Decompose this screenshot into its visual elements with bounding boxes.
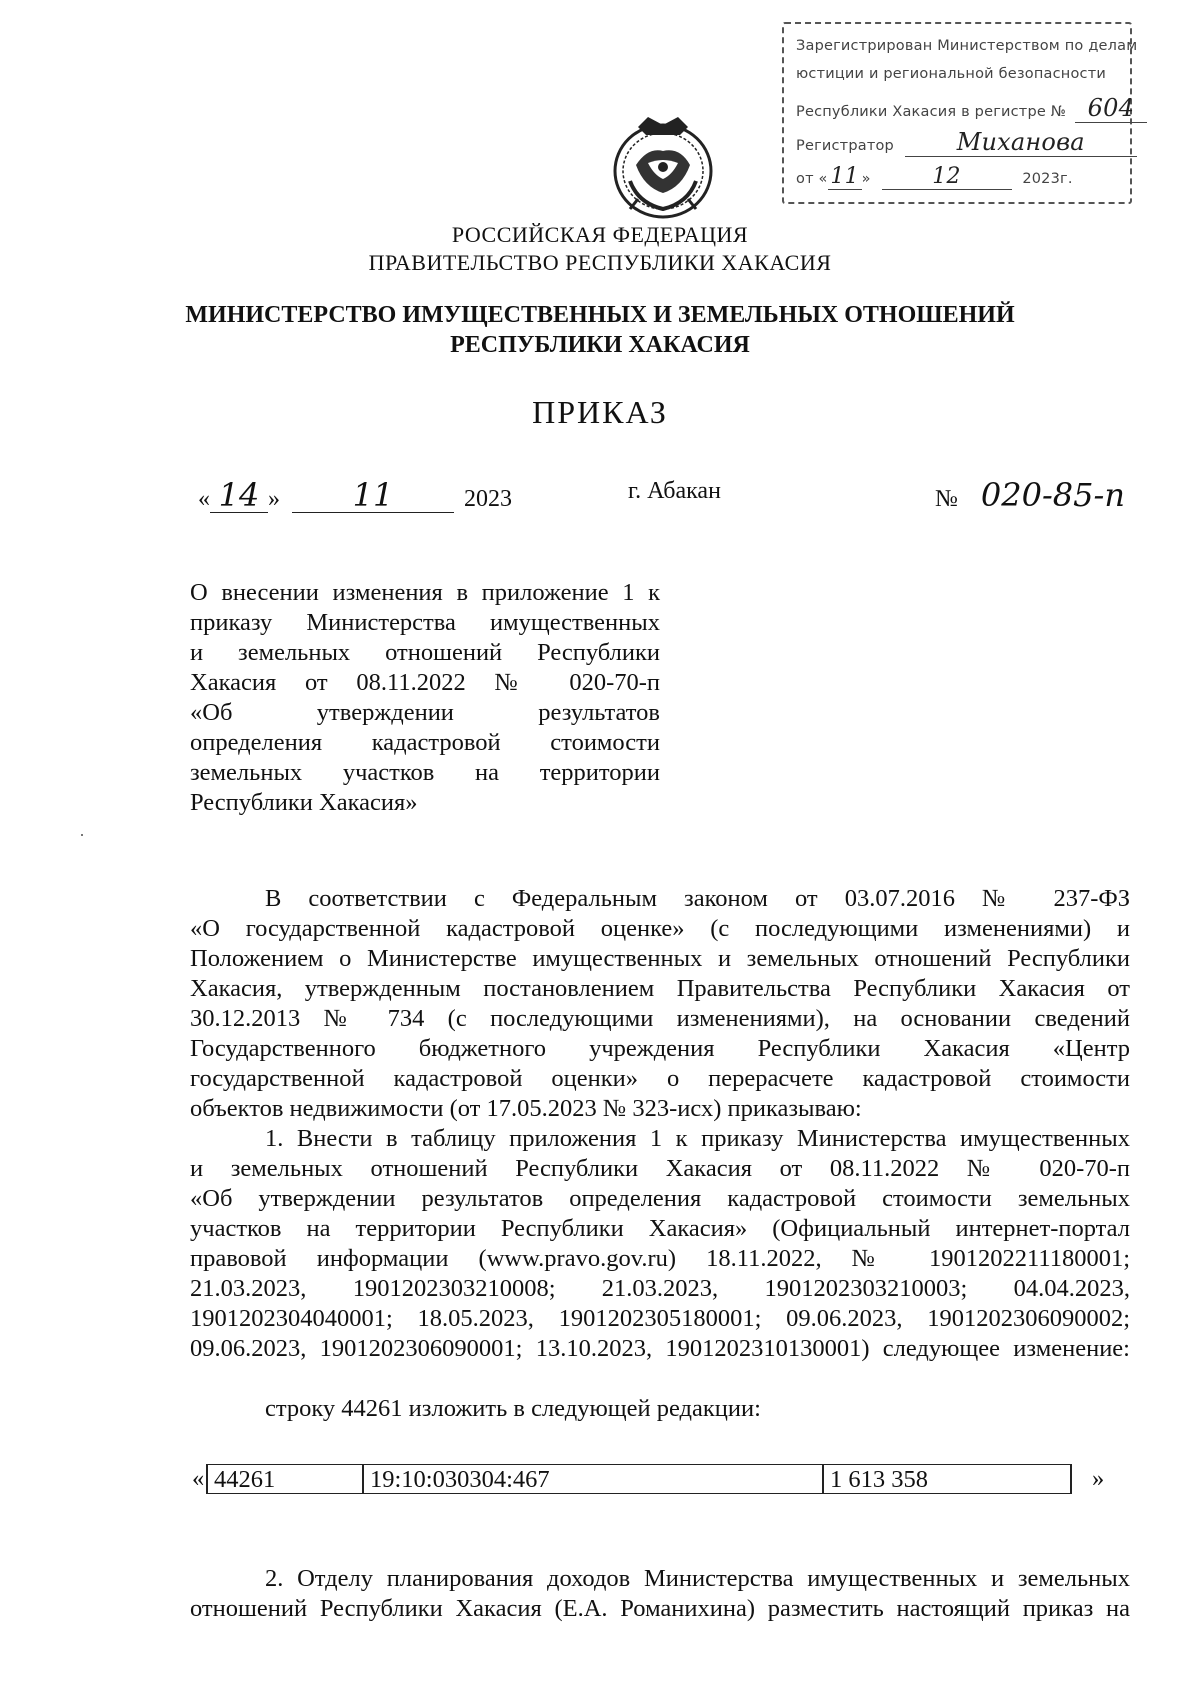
subject-line: определения кадастровой стоимости [190,729,660,756]
item-1-line: и земельных отношений Республики Хакасия от 08.11.2022 № 020-70-п [190,1155,1130,1182]
item-1-line: 09.06.2023, 1901202306090001; 13.10.2023, 1901202310130001) следующее изменение: [190,1335,1130,1362]
preamble-line: Хакасия, утвержденным постановлением Правительства Республики Хакасия от [190,975,1130,1002]
item-2-line: 2. Отделу планирования доходов Министерства имущественных и земельных [265,1565,1130,1592]
document-type-title: ПРИКАЗ [532,394,668,430]
stamp-date-day: 11 [828,164,862,190]
table-row [190,1464,1130,1494]
stamp-reg-number: 604 [1075,94,1147,123]
item-1-line: 21.03.2023, 1901202303210008; 21.03.2023, 1901202303210003; 04.04.2023, [190,1275,1130,1302]
stamp-date-month: 12 [882,164,1012,190]
preamble-line: государственной кадастровой оценки» о перерасчете кадастровой стоимости [190,1065,1130,1092]
subject-line: «Об утверждении результатов [190,699,660,726]
cadastral-number-cell: 19:10:030304:467 [362,1464,824,1494]
stamp-line-2: юстиции и региональной безопасности [796,66,1106,82]
preamble-line: Положением о Министерстве имущественных и земельных отношений Республики [190,945,1130,972]
row-open-quote: « [192,1465,205,1492]
item-1-line: участков на территории Республики Хакасия» (Официальный интернет-портал [190,1215,1130,1242]
preamble-line: В соответствии с Федеральным законом от 03.07.2016 № 237-ФЗ [265,885,1130,912]
stamp-date: от « 11 » 12 2023г. [796,164,1073,189]
item-1-line: правовой информации (www.pravo.gov.ru) 18.11.2022, № 1901202211180001; [190,1245,1130,1272]
order-city: г. Абакан [628,478,721,504]
subject-line: приказу Министерства имущественных [190,609,660,636]
ministry-heading-line-1: МИНИСТЕРСТВО ИМУЩЕСТВЕННЫХ И ЗЕМЕЛЬНЫХ ОТНОШЕНИЙ [185,302,1015,328]
cadastral-value-cell: 1 613 358 [822,1464,1072,1494]
item-1-line: 1. Внести в таблицу приложения 1 к приказу Министерства имущественных [265,1125,1130,1152]
item-1-paragraph [190,1124,1130,1364]
ministry-heading-line-2: РЕСПУБЛИКИ ХАКАСИЯ [450,332,750,358]
preamble-paragraph [190,884,1130,1124]
subject-line: и земельных отношений Республики [190,639,660,666]
order-date-month: 11 [292,478,454,513]
stamp-line-3: Республики Хакасия в регистре № 604 [796,94,1147,123]
order-number-value: 020-85-п [980,476,1125,514]
subject-line: О внесении изменения в приложение 1 к [190,579,660,606]
order-subject [190,578,660,818]
country-heading: РОССИЙСКАЯ ФЕДЕРАЦИЯ [451,222,749,247]
stamp-line-1: Зарегистрирован Министерством по делам [796,38,1138,54]
subject-line: Республики Хакасия» [190,789,418,816]
item-1-line: «Об утверждении результатов определения кадастровой стоимости земельных [190,1185,1130,1212]
item-1-line: 1901202304040001; 18.05.2023, 1901202305180001; 09.06.2023, 1901202306090002; [190,1305,1130,1332]
order-date-year: 2023 [464,486,512,512]
registrar-signature: Миханова [905,128,1137,157]
stamp-date-year: 2023г. [1022,171,1073,187]
row-intro: строку 44261 изложить в следующей редакции: [265,1395,761,1422]
order-date-day: 14 [210,478,268,513]
registration-stamp [782,22,1138,204]
stamp-line-4: Регистратор Миханова [796,128,1137,157]
coat-of-arms-emblem [608,113,718,221]
preamble-line: 30.12.2013 № 734 (с последующими изменениями), на основании сведений [190,1005,1130,1032]
order-date: « 14 » 11 2023 [198,476,512,514]
item-2-line: отношений Республики Хакасия (Е.А. Романихина) разместить настоящий приказ на [190,1595,1130,1622]
row-close-quote: » [1092,1465,1105,1492]
preamble-line: объектов недвижимости (от 17.05.2023 № 323-исх) приказываю: [190,1095,862,1122]
government-heading: ПРАВИТЕЛЬСТВО РЕСПУБЛИКИ ХАКАСИЯ [368,250,832,275]
preamble-line: Государственного бюджетного учреждения Республики Хакасия «Центр [190,1035,1130,1062]
order-number: № 020-85-п [935,478,1148,513]
subject-line: Хакасия от 08.11.2022 № 020-70-п [190,669,660,696]
scan-speck [81,834,83,836]
subject-line: земельных участков на территории [190,759,660,786]
item-2-paragraph [190,1564,1130,1624]
row-number-cell: 44261 [206,1464,364,1494]
preamble-line: «О государственной кадастровой оценке» (с последующими изменениями) и [190,915,1130,942]
